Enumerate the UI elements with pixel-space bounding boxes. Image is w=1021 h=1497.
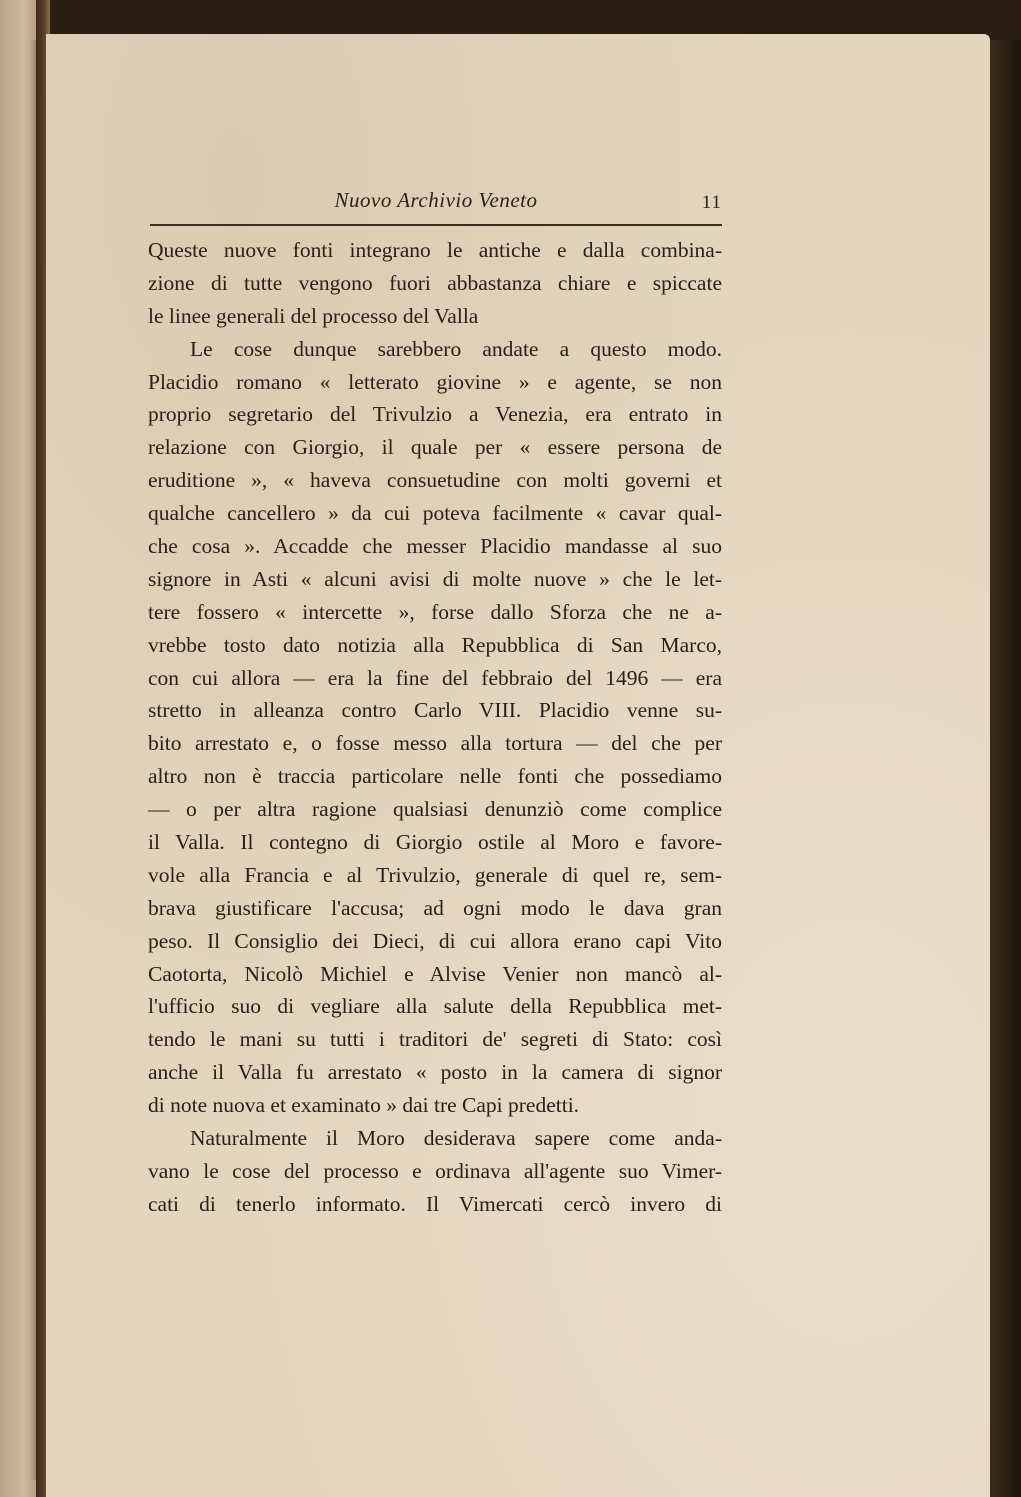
text-line: stretto in alleanza contro Carlo VIII. Placidio venne su- (148, 698, 722, 723)
text-line: zione di tutte vengono fuori abbastanza chiare e spiccate (148, 270, 722, 295)
text-line: Queste nuove fonti integrano le antiche e dalla combina- (148, 238, 722, 262)
running-head (150, 188, 722, 218)
text-line: di note nuova et examinato » dai tre Capi predetti. (148, 1093, 580, 1118)
body-text (148, 234, 722, 1221)
text-line: altro non è traccia particolare nelle fonti che possediamo (148, 764, 722, 789)
text-line: qualche cancellero » da cui poteva facilmente « cavar qual- (148, 501, 722, 526)
text-line: che cosa ». Accadde che messer Placidio mandasse al suo (148, 534, 722, 559)
header-rule (150, 224, 722, 226)
text-line: cati di tenerlo informato. Il Vimercati cercò invero di (148, 1191, 722, 1216)
text-line: vrebbe tosto dato notizia alla Repubblica di San Marco, (148, 632, 722, 657)
text-line: brava giustificare l'accusa; ad ogni modo le dava gran (148, 895, 722, 920)
text-line: tere fossero « intercette », forse dallo Sforza che ne a- (148, 599, 722, 624)
text-line: anche il Valla fu arrestato « posto in la camera di signor (148, 1060, 722, 1085)
text-line: vole alla Francia e al Trivulzio, generale di quel re, sem- (148, 862, 722, 887)
text-line: signore in Asti « alcuni avisi di molte nuove » che le let- (148, 566, 722, 591)
text-line: Naturalmente il Moro desiderava sapere come anda- (190, 1126, 722, 1151)
text-line: con cui allora — era la fine del febbraio del 1496 — era (148, 665, 722, 690)
text-line: il Valla. Il contegno di Giorgio ostile al Moro e favore- (148, 830, 722, 855)
page-right-edge-background (990, 40, 1021, 1497)
text-line: Le cose dunque sarebbero andate a questo modo. (190, 336, 722, 361)
page-number: 11 (701, 192, 722, 213)
text-line: tendo le mani su tutti i traditori de' segreti di Stato: così (148, 1027, 722, 1052)
text-line: proprio segretario del Trivulzio a Venezia, era entrato in (148, 402, 722, 427)
text-line: vano le cose del processo e ordinava all'agente suo Vimer- (148, 1158, 722, 1183)
text-line: peso. Il Consiglio dei Dieci, di cui allora erano capi Vito (148, 928, 722, 953)
text-line: le linee generali del processo del Valla (148, 303, 479, 328)
text-line: — o per altra ragione qualsiasi denunziò come complice (148, 797, 722, 822)
text-line: Placidio romano « letterato giovine » e agente, se non (148, 369, 722, 394)
text-line: l'ufficio suo di vegliare alla salute della Repubblica met- (148, 994, 722, 1019)
text-line: bito arrestato e, o fosse messo alla tortura — del che per (148, 731, 722, 756)
text-line: relazione con Giorgio, il quale per « essere persona de (148, 435, 722, 460)
running-title: Nuovo Archivio Veneto (334, 188, 538, 212)
text-line: eruditione », « haveva consuetudine con molti governi et (148, 468, 722, 493)
text-line: Caotorta, Nicolò Michiel e Alvise Venier non mancò al- (148, 961, 722, 986)
